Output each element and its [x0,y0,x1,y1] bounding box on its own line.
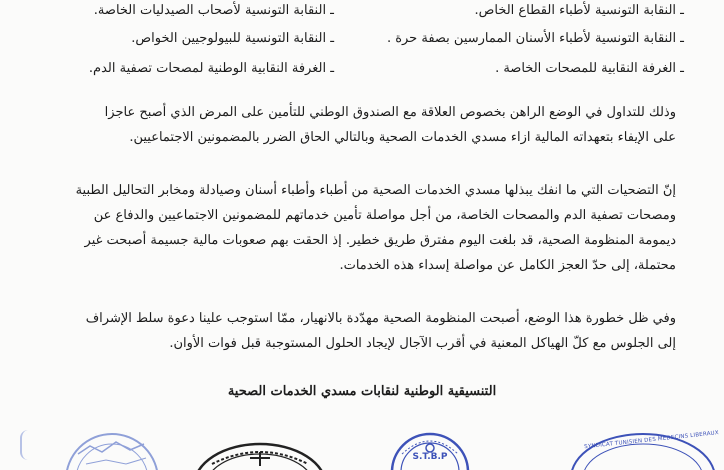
paragraph-line: وذلك للتداول في الوضع الراهن بخصوص العلاقة مع الصندوق الوطني للتأمين على المرض الذي أصبح عاجزا [104,105,676,120]
stbp-stamp [390,424,470,470]
paragraph-meeting-purpose [36,100,676,150]
member-column-right [384,0,684,86]
paragraph-line: ديمومة المنظومة الصحية، قد بلغت اليوم مفترق طريق خطير. إذ الحقت بهم صعوبات مالية جسيمة أصبحت غير [84,233,676,248]
member-item: ـ النقابة التونسية لأطباء القطاع الخاص. [474,3,684,18]
member-list [0,0,724,82]
stbp-stamp-label: S.T.B.P [412,452,448,462]
paragraph-line: إلى الجلوس مع كلّ الهياكل المعنية في أقرب الآجال لإيجاد الحلول المستوجبة قبل فوات الأوان. [169,336,676,351]
member-item: ـ النقابة التونسية لأطباء الأسنان الممارسين بصفة حرة . [386,31,684,46]
paragraph-line: على الإيفاء بتعهداته المالية ازاء مسدي الخدمات الصحية وبالتالي الحاق الضرر بالمضمونين الاجتماعيين. [129,130,676,145]
paragraph-line: محتملة، إلى حدّ العجز الكامل عن مواصلة إسداء هذه الخدمات. [339,258,676,273]
member-item: ـ النقابة التونسية للبيولوجيين الخواص. [131,31,334,46]
member-item: ـ النقابة التونسية لأصحاب الصيدليات الخاصة. [93,3,334,18]
paragraph-line: إنّ التضحيات التي ما انفك يبذلها مسدي الخدمات الصحية من أطباء وأطباء أسنان وصيادلة ومخابر التحاليل الطبية [75,183,676,198]
paragraph-line: وفي ظل خطورة هذا الوضع، أصبحت المنظومة الصحية مهدّدة بالانهيار، ممّا استوجب علينا دعوة سلط الإشراف [85,311,676,326]
paragraph-sacrifices [36,178,676,278]
faint-blue-stamp [60,424,170,470]
member-item: ـ الغرفة النقابية للمصحات الخاصة . [495,61,684,76]
signature-title: التنسيقية الوطنية لنقابات مسدي الخدمات الصحية [227,384,497,399]
stamp-bleed-mark [20,430,36,460]
medecins-stamp-label: SYNDICAT TUNISIEN DES MEDECINS LIBERAUX [584,430,720,451]
member-column-left [34,0,334,86]
paragraph-call-to-action [36,306,676,356]
member-item: ـ الغرفة النقابية الوطنية لمصحات تصفية الدم. [88,61,334,76]
paragraph-line: ومصحات تصفية الدم والمصحات الخاصة، من أجل مواصلة تأمين خدماتهم للمضمونين الاجتماعيين والدفاع عن [93,208,676,223]
black-circular-stamp [190,438,330,470]
medecins-liberaux-stamp [568,426,718,470]
